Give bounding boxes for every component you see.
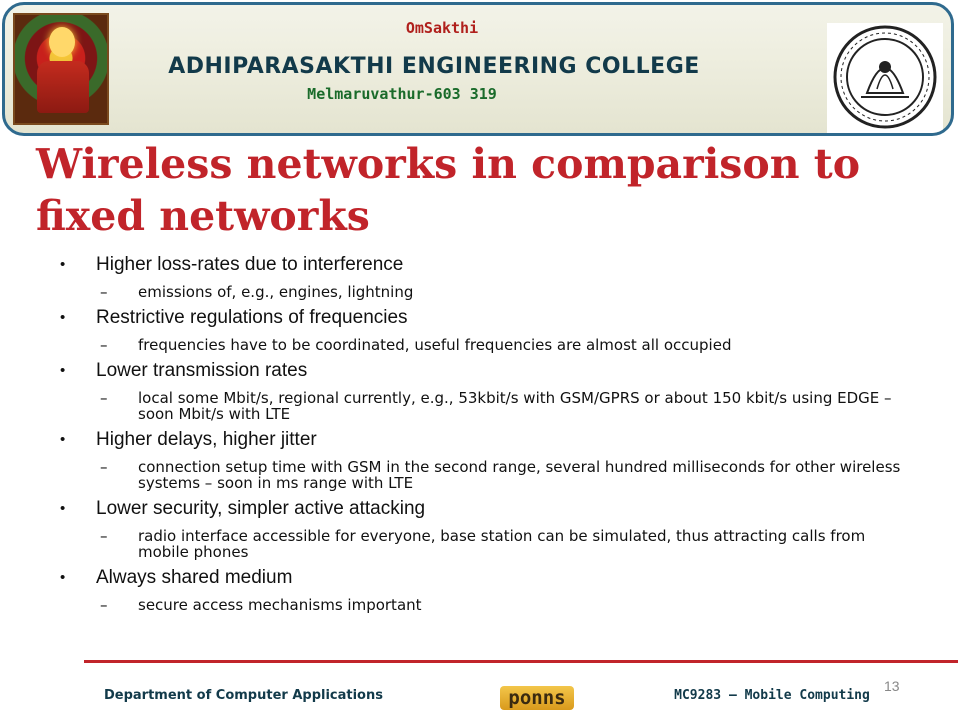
sub-point-text: radio interface accessible for everyone, base station can be simulated, thus attracting calls from mobile phones	[138, 527, 866, 561]
college-name: ADHIPARASAKTHI ENGINEERING COLLEGE	[168, 54, 700, 79]
sub-point	[58, 390, 918, 422]
main-point-text: Always shared medium	[96, 567, 293, 588]
bullet-icon: •	[60, 500, 66, 517]
list-item	[58, 429, 918, 491]
content-list	[58, 254, 918, 620]
sub-point-text: secure access mechanisms important	[138, 596, 422, 614]
list-item	[58, 254, 918, 300]
main-point-text: Higher loss-rates due to interference	[96, 254, 404, 275]
brand-badge: ponns	[500, 686, 574, 710]
sub-point	[58, 337, 918, 353]
dash-icon: –	[100, 458, 108, 476]
list-item	[58, 360, 918, 422]
main-point	[58, 429, 918, 451]
dash-icon: –	[100, 389, 108, 407]
header-tagline: OmSakthi	[405, 19, 479, 37]
main-point	[58, 307, 918, 329]
sub-point-text: frequencies have to be coordinated, useful frequencies are almost all occupied	[138, 336, 732, 354]
sub-point	[58, 284, 918, 300]
dash-icon: –	[100, 283, 108, 301]
course-label: MC9283 – Mobile Computing	[674, 688, 870, 703]
main-point	[58, 360, 918, 382]
department-label: Department of Computer Applications	[104, 688, 383, 703]
bullet-icon: •	[60, 256, 66, 273]
page-number: 13	[884, 678, 900, 694]
list-item	[58, 567, 918, 613]
dash-icon: –	[100, 336, 108, 354]
main-point	[58, 254, 918, 276]
seal-emblem	[827, 23, 943, 135]
slide-title: Wireless networks in comparison to fixed networks	[36, 140, 861, 240]
footer-divider	[84, 660, 958, 663]
college-seal-logo	[827, 23, 943, 135]
college-location: Melmaruvathur-603 319	[307, 85, 497, 103]
dash-icon: –	[100, 527, 108, 545]
main-point	[58, 567, 918, 589]
sub-point	[58, 597, 918, 613]
dash-icon: –	[100, 596, 108, 614]
main-point-text: Higher delays, higher jitter	[96, 429, 317, 450]
list-item	[58, 307, 918, 353]
main-point-text: Lower transmission rates	[96, 360, 308, 381]
main-point-text: Restrictive regulations of frequencies	[96, 307, 408, 328]
main-point-text: Lower security, simpler active attacking	[96, 498, 426, 519]
bullet-icon: •	[60, 309, 66, 326]
sub-point	[58, 459, 918, 491]
bullet-icon: •	[60, 431, 66, 448]
list-item	[58, 498, 918, 560]
sub-point-text: emissions of, e.g., engines, lightning	[138, 283, 414, 301]
header-banner	[2, 2, 954, 136]
sub-point-text: connection setup time with GSM in the second range, several hundred milliseconds for other wireless systems – soon in ms range with LTE	[138, 458, 901, 492]
main-point	[58, 498, 918, 520]
bullet-icon: •	[60, 362, 66, 379]
sub-point-text: local some Mbit/s, regional currently, e.g., 53kbit/s with GSM/GPRS or about 150 kbit/s using EDGE – soon Mbit/s with LTE	[138, 389, 892, 423]
bullet-icon: •	[60, 569, 66, 586]
sub-point	[58, 528, 918, 560]
